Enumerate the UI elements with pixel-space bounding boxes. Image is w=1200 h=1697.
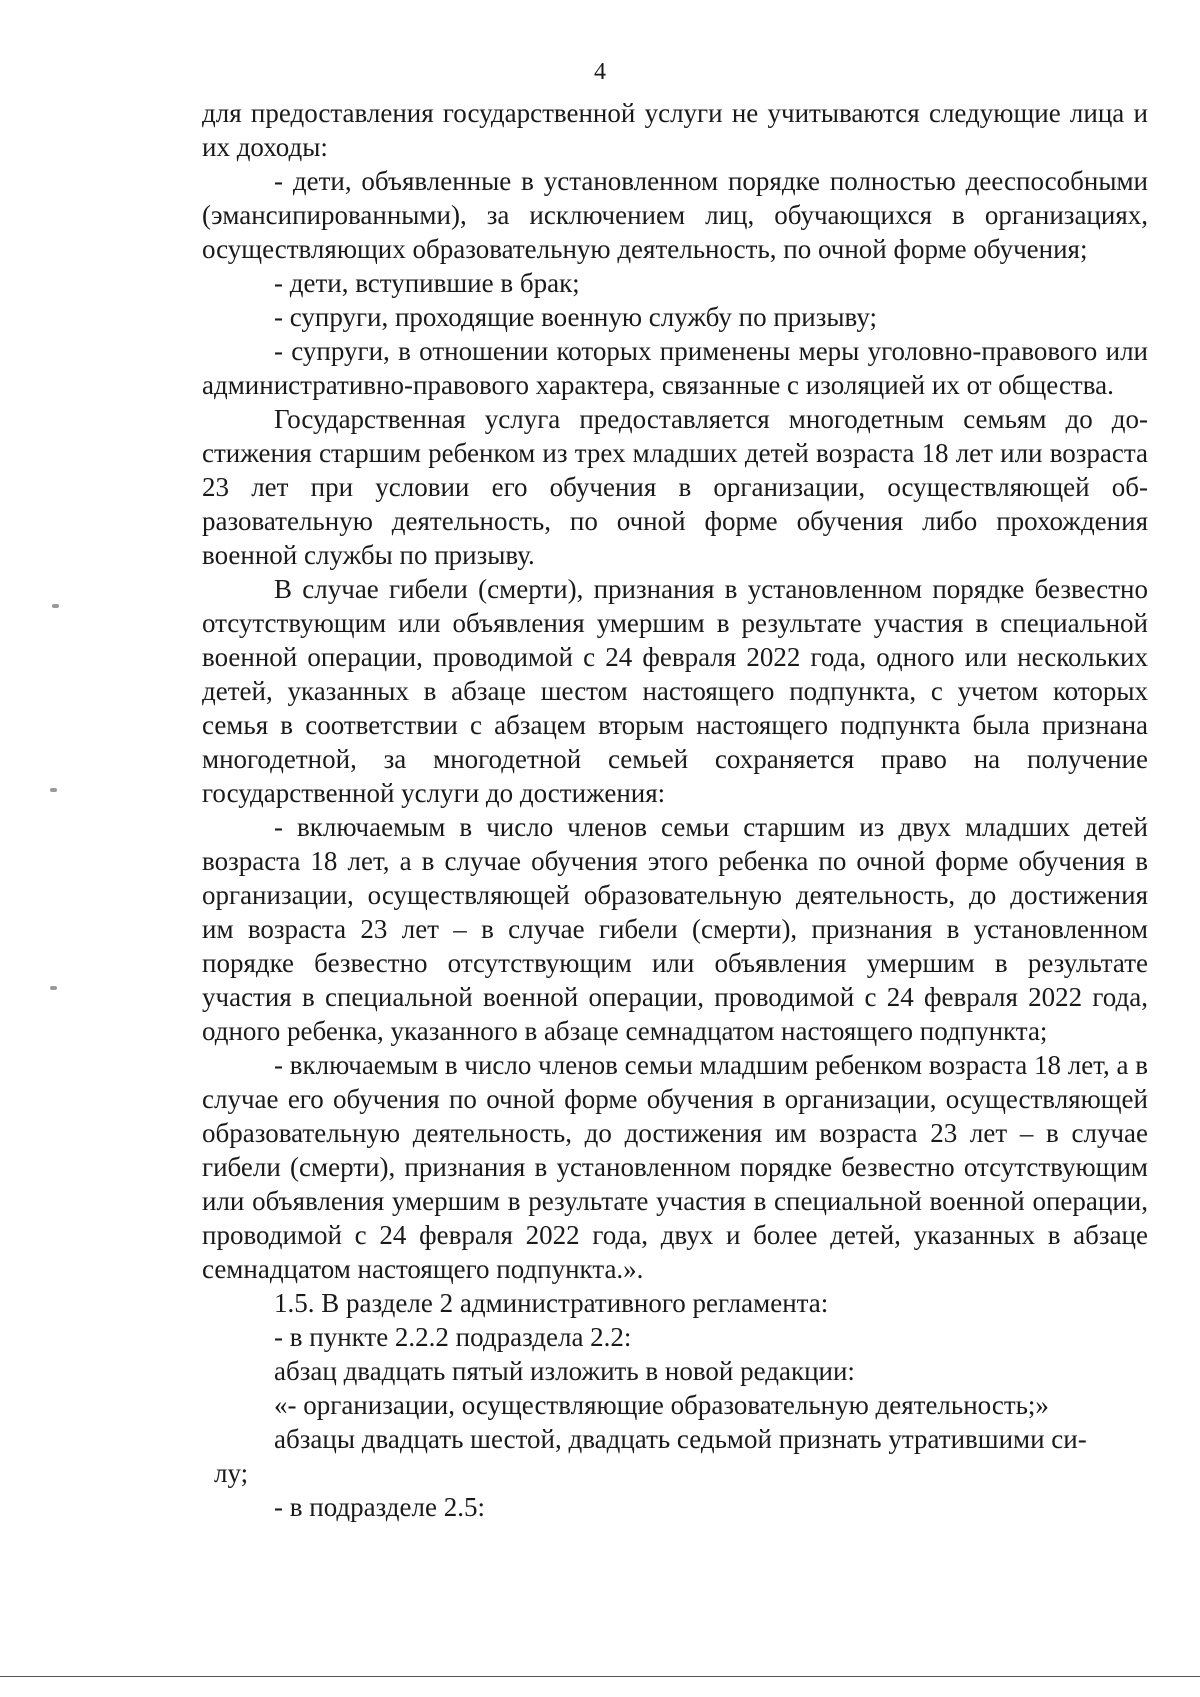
- paragraph: абзацы двадцать шестой, двадцать седьмой признать утратившими си-: [274, 1424, 1087, 1454]
- paragraph-list-item: - супруги, в отношении которых применены меры уголовно-правового или административно-правового характера, связанные с изоляцией их от общества.: [202, 336, 1148, 400]
- page-number: 4: [594, 59, 606, 85]
- scan-speck: [50, 986, 57, 990]
- document-body: [202, 96, 1148, 1524]
- paragraph-heading-item: 1.5. В разделе 2 административного регламента:: [274, 1288, 829, 1318]
- paragraph: абзац двадцать пятый изложить в новой редакции:: [274, 1356, 855, 1386]
- paragraph-list-item: - включаемым в число членов семьи младшим ребенком возраста 18 лет, а в случае его обучения по очной форме обучения в организации, осуществляющей образовательную деятельность, до достижения им возраста 23 лет – в случае гибели (смерти), признания в установленном порядке безвестно отсутствующим или объявления умершим в результате участия в специальной военной операции, проводимой с 24 февраля 2022 года, двух и более детей, указанных в абзаце семнадцатом настоящего подпункта.».: [202, 1050, 1148, 1284]
- paragraph-list-item: - дети, объявленные в установленном порядке полностью дееспособными (эмансипированными), за исключением лиц, обучающихся в организациях, осуществляющих образовательную деятельность, по очной форме обучения;: [202, 166, 1148, 264]
- paragraph: В случае гибели (смерти), признания в установленном порядке безвестно отсутствующим или объявления умершим в результате участия в специальной военной операции, проводимой с 24 февраля 2022 года, одного или нескольких детей, указанных в абзаце шестом настоящего подпункта, с учетом которых семья в соответствии с абзацем вторым настоящего подпункта была признана многодетной, за многодетной семьей сохраняется право на получение государственной услуги до достижения:: [202, 574, 1148, 808]
- paragraph-continuation: для предоставления государственной услуги не учитываются следующие лица и их доходы:: [202, 98, 1148, 162]
- paragraph-quote: «- организации, осуществляющие образовательную деятельность;»: [274, 1390, 1049, 1420]
- paragraph-list-item: - дети, вступившие в брак;: [274, 268, 580, 298]
- paragraph: Государственная услуга предоставляется многодетным семьям до достижения старшим ребенком из трех младших детей возраста 18 лет или возраста 23 лет при условии его обучения в организации, осуществляющей образовательную деятельность, по очной форме обучения либо прохождения военной службы по призыву.: [202, 404, 1148, 570]
- paragraph-list-item: - супруги, проходящие военную службу по призыву;: [274, 302, 878, 332]
- paragraph-list-item: - в пункте 2.2.2 подраздела 2.2:: [274, 1322, 632, 1352]
- scan-speck: [50, 788, 57, 792]
- paragraph-list-item: - включаемым в число членов семьи старшим из двух младших детей возраста 18 лет, а в случае обучения этого ребенка по очной форме обучения в организации, осуществляющей образовательную деятельность, до достижения им возраста 23 лет – в случае гибели (смерти), признания в установленном порядке безвестно отсутствующим или объявления умершим в результате участия в специальной военной операции, проводимой с 24 февраля 2022 года, одного ребенка, указанного в абзаце семнадцатом настоящего подпункта;: [202, 812, 1148, 1046]
- paragraph-tail: лу;: [214, 1458, 249, 1488]
- paragraph-list-item: - в подразделе 2.5:: [274, 1492, 485, 1522]
- bottom-rule: [0, 1676, 1200, 1677]
- scan-speck: [52, 604, 59, 608]
